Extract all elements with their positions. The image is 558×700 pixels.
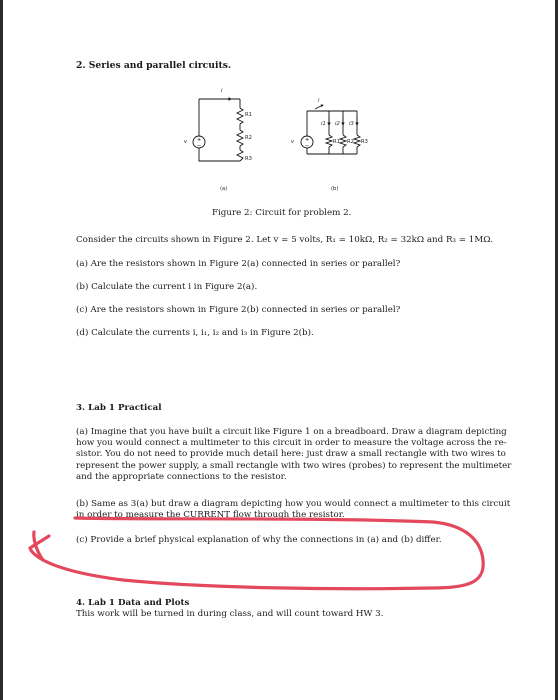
section-4-heading: 4. Lab 1 Data and Plots [76,598,190,608]
question-2d: (d) Calculate the currents i, i₁, i₂ and i₃ in Figure 2(b). [76,328,314,338]
circuit-a-r3-label: R3 [245,156,252,162]
svg-text:+: + [305,137,310,143]
circuit-b-i1-label: i1 [321,121,326,127]
circuit-b-source-label: v [291,139,295,145]
svg-text:−: − [197,143,202,149]
question-3a-line: represent the power supply, a small rectangle with two wires (probes) to represent the multimeter [76,460,512,471]
problem-2-intro: Consider the circuits shown in Figure 2. Let v = 5 volts, R₁ = 10kΩ, R₂ = 32kΩ and R₃ = 1MΩ. [76,235,494,245]
section-2-heading: 2. Series and parallel circuits. [76,60,232,71]
question-3b-line: (b) Same as 3(a) but draw a diagram depicting how you would connect a multimeter to this circuit [76,499,511,509]
section-4-body: This work will be turned in during class, and will count toward HW 3. [76,609,384,619]
circuit-a-current-label: i [221,88,223,94]
circuit-a-r1-label: R1 [245,112,252,118]
question-3a-line: and the appropriate connections to the resistor. [76,471,287,482]
question-3a-line: how you would connect a multimeter to this circuit in order to measure the voltage across the re- [76,438,507,449]
question-2b: (b) Calculate the current i in Figure 2(a). [76,282,258,292]
question-2c: (c) Are the resistors shown in Figure 2(b) connected in series or parallel? [76,305,401,315]
question-3a-line: sistor. You do not need to provide much detail here: just draw a small rectangle with two wires to [76,449,506,460]
figure-caption: Figure 2: Circuit for problem 2. [212,208,352,218]
circuit-b-i3-label: i3 [349,121,354,127]
circuit-a-r2-label: R2 [245,135,252,141]
question-2a: (a) Are the resistors shown in Figure 2(a) connected in series or parallel? [76,259,401,269]
circuit-b-r2-label: R2 [347,139,354,145]
circuit-b-caption: (b) [331,186,339,192]
question-3a-line: (a) Imagine that you have built a circuit like Figure 1 on a breadboard. Draw a diagram depicting [76,427,507,437]
circuit-b-current-label: i [318,98,320,104]
circuit-b-i2-label: i2 [335,121,340,127]
circuit-b-r1-label: R1 [333,139,340,145]
document-page [3,0,555,700]
question-3b-line: in order to measure the CURRENT flow through the resistor. [76,510,345,521]
question-3c: (c) Provide a brief physical explanation of why the connections in (a) and (b) differ. [76,535,442,545]
svg-text:−: − [305,143,310,149]
section-3-heading: 3. Lab 1 Practical [76,403,162,413]
svg-text:+: + [197,137,202,143]
circuit-a-source-label: v [184,139,188,145]
circuit-a-caption: (a) [220,186,228,192]
red-highlight-annotation [3,0,555,700]
circuit-b-r3-label: R3 [361,139,368,145]
